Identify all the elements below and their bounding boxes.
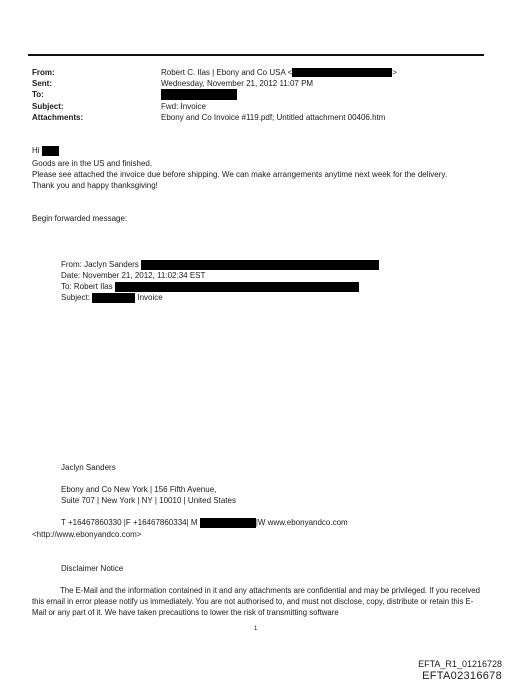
- fwd-to: [61, 281, 359, 292]
- attachments-value: Ebony and Co Invoice #119.pdf; Untitled attachment 00406.htm: [161, 113, 386, 122]
- page-number: 1: [254, 626, 258, 632]
- redaction-block: [200, 518, 256, 528]
- footer-id-1: EFTA_R1_01216728: [418, 659, 502, 669]
- from-value-text: Robert C. Ilas | Ebony and Co USA <: [161, 68, 293, 77]
- signature-url: <http://www.ebonyandco.com>: [32, 530, 142, 539]
- redaction-block: [115, 282, 359, 292]
- fwd-to-text: To: Robert Ilas: [61, 282, 113, 291]
- disclaimer-text: The E-Mail and the information contained in it and any attachments are confidential and may be privileged. If you received this email in error please notify us immediately. You are not authorised to, and must not disclose, copy, distribute or retain this E-Mail or any part of it. We have taken precautions to lower the risk of transmitting software: [32, 586, 480, 617]
- fwd-subject-value: Invoice: [137, 293, 163, 302]
- from-value: [161, 67, 397, 78]
- footer-id-2: EFTA02316678: [422, 670, 502, 682]
- disclaimer-title: Disclaimer Notice: [61, 564, 124, 573]
- redaction-block: [92, 293, 135, 303]
- to-value: [161, 89, 237, 100]
- body-line-2: Please see attached the invoice due before shipping. We can make arrangements anytime next week for the delivery.: [32, 170, 448, 179]
- signature-address-2: Suite 707 | New York | NY | 10010 | United States: [61, 496, 236, 505]
- fwd-subject: [61, 292, 163, 303]
- fwd-from: [61, 259, 379, 270]
- sent-value: Wednesday, November 21, 2012 11:07 PM: [161, 79, 314, 88]
- signature-phone-line: [61, 517, 348, 528]
- subject-label: Subject:: [32, 102, 64, 111]
- attachments-label: Attachments:: [32, 113, 84, 122]
- greeting-text: Hi: [32, 146, 40, 155]
- signature-name: Jaclyn Sanders: [61, 463, 116, 472]
- body-line-1: Goods are in the US and finished.: [32, 159, 153, 168]
- greeting: [32, 145, 59, 156]
- to-label: To:: [32, 90, 44, 99]
- fwd-date: Date: November 21, 2012, 11:02:34 EST: [61, 271, 206, 280]
- fwd-from-text: From: Jaclyn Sanders: [61, 260, 139, 269]
- subject-value: Fwd: Invoice: [161, 102, 206, 111]
- sent-label: Sent:: [32, 79, 52, 88]
- redaction-block: [161, 89, 237, 100]
- forwarded-heading: Begin forwarded message:: [32, 214, 128, 223]
- redaction-block: [292, 68, 392, 77]
- signature-web: |W www.ebonyandco.com: [255, 518, 348, 527]
- from-label: From:: [32, 68, 55, 77]
- signature-phone: T +16467860330 |F +16467860334| M: [61, 518, 198, 527]
- header-rule: [28, 54, 484, 56]
- from-value-tail: >: [392, 68, 397, 77]
- signature-address-1: Ebony and Co New York | 156 Fifth Avenue,: [61, 485, 217, 494]
- redaction-block: [141, 260, 379, 270]
- redaction-block: [42, 146, 59, 156]
- fwd-subject-label: Subject:: [61, 293, 90, 302]
- body-line-3: Thank you and happy thanksgiving!: [32, 181, 158, 190]
